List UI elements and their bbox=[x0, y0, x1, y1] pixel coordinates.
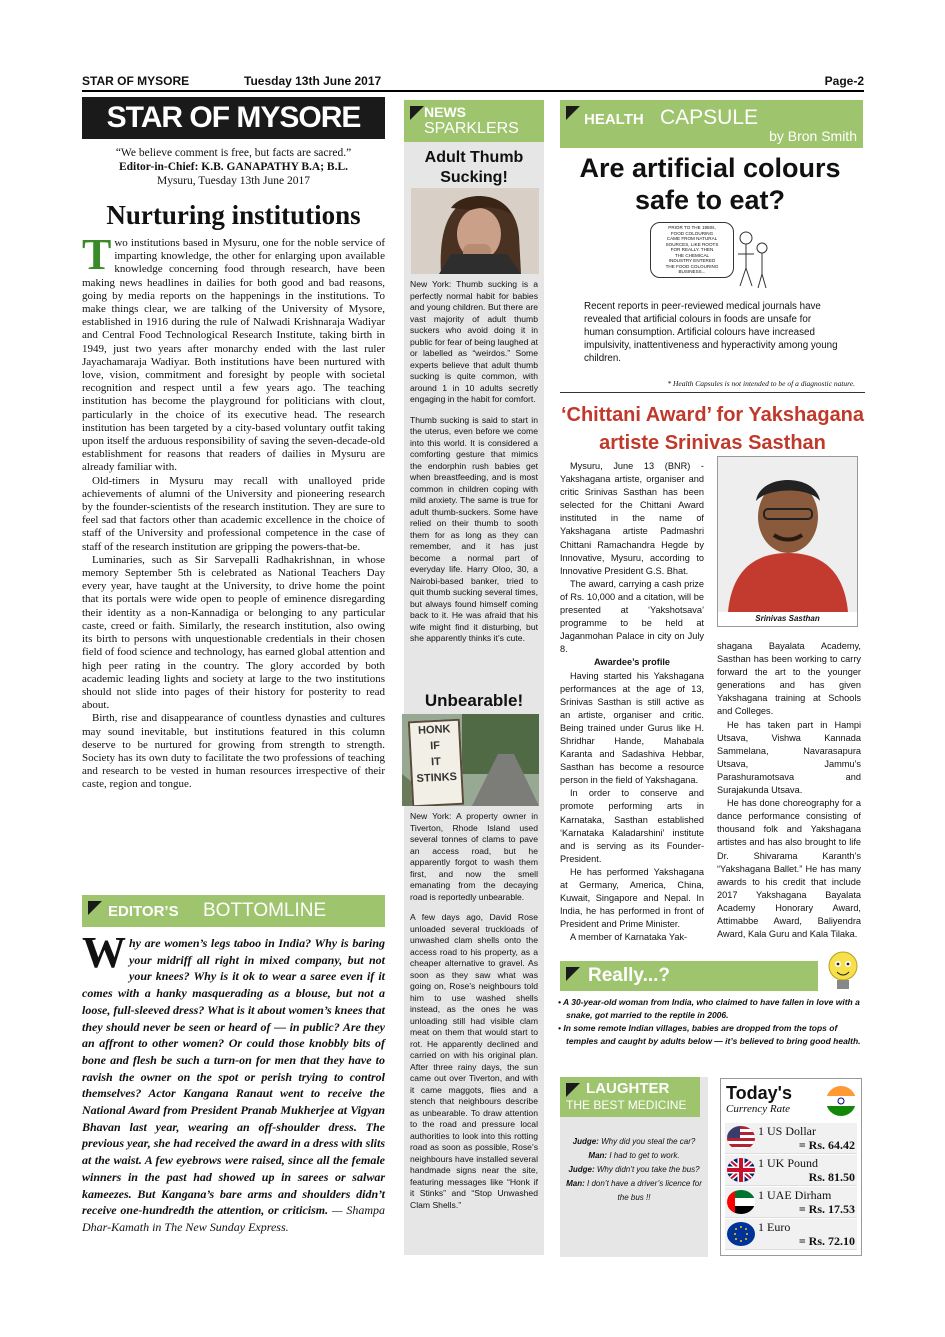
list-item: • A 30-year-old woman from India, who claimed to have fallen in love with a snake, got married to the reptile in 2006. bbox=[558, 997, 860, 1020]
lightbulb-icon bbox=[822, 948, 864, 996]
uae-flag-icon bbox=[727, 1190, 755, 1214]
thumb-story-paragraph: Thumb sucking is said to start in the uterus, even before we come into this world. It is considered a comforting gesture that mimics the endorphin rush babies get when breastfeeding, and is most common in children coping with mild anxiety. The same is true for adult thumb-suckers. Some have relied on their thumb to sooth them for as long as they can remember, and it has just become a normal part of everyday life. Harry Oloo, 30, a Nairobi-based banker, tried to quit thumb sucking several times, but always found himself coming back to it. He was afraid that his wife might find it disturbing, but she apparently thinks it’s cute. bbox=[410, 414, 538, 643]
joke-line bbox=[566, 1177, 702, 1205]
header-date: Tuesday 13th June 2017 bbox=[244, 74, 382, 88]
unbearable-story-paragraph: New York: A property owner in Tiverton, Rhode Island used several tonnes of clams to pave an access road, but he apparently forgot to wash them first, and now the smell emanating from the decaying road is reportedly unbearable. bbox=[410, 811, 538, 902]
awardee-subhead: Awardee’s profile bbox=[593, 657, 671, 668]
chittani-paragraph: He has done choreography for a dance performance consisting of thousand folk and Yakshagana artistes and has also brought to life Dr. Shivarama Karanth’s “Yakshagana Ballet.” He has many awards to his credit that include 2017 Yakshagana Bayalata Academy Honorary Award, Attimabbe Award, Baliyendra Award, Kala Guru and Kala Tilaka. bbox=[717, 798, 861, 940]
editorial-paragraph: wo institutions based in Mysuru, one for the noble service of imparting knowledge, the other for enlarging upon available knowledge concerning food through research, have been making news headlines in dailies for both good and bad reasons, going by media reports on the happenings in the institutions. To make things clear, we are talking of the University of Mysore, established in 1916 during the rule of Nalwadi Krishnaraja Wadiyar and Central Food Technological Research Institute, taking birth in 1949, just two years after monarchy ended with the last ruler Jayachamaraja Wadiyar. Both institutions have been nurtured with love, vision, commitment and foresight by people with societal recognition and respect until a few years ago. The teaching institution has become the playground for politicians with clout, particularly in the choice of its executive head. The research institution has been targeted by a city-based voluntary outfit taking upon itself the arduous responsibility of saving the seven-decade-old establishment for reasons that readers of dailies in Mysuru are already familiar with. bbox=[82, 237, 385, 474]
health-capsule-banner bbox=[560, 100, 863, 148]
editor-line: Editor-in-Chief: K.B. GANAPATHY B.A; B.L. bbox=[118, 161, 349, 173]
currency-title: Today's bbox=[726, 1083, 792, 1103]
chittani-col2 bbox=[717, 640, 861, 941]
joke-speaker: Judge: bbox=[568, 1165, 595, 1174]
portrait-graphic bbox=[718, 457, 857, 612]
divider bbox=[560, 392, 865, 393]
joke-line bbox=[566, 1135, 702, 1149]
editorial-dropcap: T bbox=[82, 230, 112, 279]
header-paper-name: STAR OF MYSORE bbox=[82, 74, 190, 88]
us-flag-icon bbox=[727, 1126, 755, 1150]
thumb-story-paragraph: New York: Thumb sucking is a perfectly normal habit for babies and young children. But there are vast majority of adult thumb suckers who avoid doing it in public for fear of being laughed at or labelled as “weirdos.” Some experts believe that adult thumb sucking is quite common, with around 1 in 10 adults secretly engaging in the habit for comfort. bbox=[410, 279, 538, 404]
india-flag-icon bbox=[825, 1085, 857, 1117]
news-label-b: SPARKLERS bbox=[424, 120, 519, 137]
chittani-paragraph: Having started his Yakshagana performances at the age of 13, Srinivas Sasthan is still active as an artiste, organiser and critic. Being trained under Gurus like H. Shridhar Hande, Mahabala Karanta and Sadashiva Hebbar, Sasthan has become a resource person in the field of Yakshagana. bbox=[560, 670, 704, 786]
cartoon-line: INDUSTRY ENTERED bbox=[668, 258, 716, 263]
laughter-banner bbox=[560, 1077, 700, 1117]
unbearable-story-body bbox=[410, 811, 538, 1220]
thumb-story-body bbox=[410, 279, 538, 654]
sign-line: IF bbox=[429, 739, 441, 753]
thumb-story-title: Adult Thumb Sucking! bbox=[424, 149, 524, 186]
cartoon-line: CAME FROM NATURAL bbox=[666, 236, 718, 241]
chittani-paragraph: shagana Bayalata Academy, Sasthan has been working to carry forward the art to the younger generations and has given Yakshagana training at Schools and Colleges. bbox=[717, 641, 861, 717]
really-item: A 30-year-old woman from India, who claimed to have fallen in love with a snake, got married to the reptile in 2006. bbox=[563, 997, 860, 1020]
rate-value: Rs. 81.50 bbox=[808, 1170, 855, 1184]
bottomline-label-a: EDITOR’S bbox=[108, 903, 179, 920]
rate-name: 1 US Dollar bbox=[758, 1124, 816, 1138]
bottomline-text: hy are women’s legs taboo in India? Why is baring your midriff all right in mixed company, but not your knees? Why is it ok to wear a saree even if it comes with a hanky masquerading as a blouse, but not a loose, full-sleeved dress? What is it about women’s knees that they should never be seen or heard of — in public? Are they an affront to other women? Or could those knobbly bits of bone and flesh be such a turn-on for men that they have to ravish the owner on the spot or perish trying to control themselves? Actor Kangana Ranaut went to receive the National Award from President Pranab Mukherjee at Vigyan Bhavan last year, wearing an off-shoulder dress. The previous year, she had received the award in a dress with slits at the waist. A few eyebrows were raised, since all the female winners in the past had showed up in sarees or salwar kameezes. But Kangana’s bare arms and shoulders didn’t receive one-hundredth the attention, or criticism. bbox=[82, 936, 385, 1218]
health-title: Are artificial colours safe to eat? bbox=[579, 153, 841, 215]
currency-rates-box bbox=[720, 1078, 862, 1256]
masthead-info bbox=[82, 146, 385, 188]
health-disclaimer: * Health Capsules is not intended to be of a diagnostic nature. bbox=[667, 379, 855, 388]
rate-value: = Rs. 72.10 bbox=[798, 1234, 855, 1248]
photo-caption: Srinivas Sasthan bbox=[755, 614, 820, 623]
sign-line: IT bbox=[430, 755, 442, 769]
masthead-logo: STAR OF MYSORE bbox=[82, 97, 385, 139]
thumb-sucking-photo bbox=[411, 188, 539, 274]
chittani-paragraph: The award, carrying a cash prize of Rs. 10,000 and a citation, will be presented at ‘Yakshotsava’ programme to be held at Jaganmohan Palace in city on July 8. bbox=[560, 578, 704, 655]
health-cartoon bbox=[650, 222, 770, 292]
unbearable-story-title: Unbearable! bbox=[424, 691, 524, 710]
banner-triangle-icon bbox=[566, 967, 580, 981]
cartoon-line: PRIOR TO THE 1950s, bbox=[668, 225, 716, 230]
really-list bbox=[558, 996, 864, 1048]
laughter-label-b: THE BEST MEDICINE bbox=[566, 1098, 687, 1112]
dateline: Mysuru, Tuesday 13th June 2017 bbox=[156, 175, 311, 187]
chittani-paragraph: He has taken part in Hampi Utsava, Vishwa Kannada Sammelana, Navarasapura Utsava, Jammu’s Parashuramotsava and Surajakunda Utsava. bbox=[717, 719, 861, 796]
bottomline-credit: — Shampa Dhar-Kamath in The New Sunday Express. bbox=[82, 1203, 385, 1234]
editorial-title: Nurturing institutions bbox=[106, 200, 361, 230]
joke-line bbox=[566, 1149, 702, 1163]
joke-text: Why did you steal the car? bbox=[598, 1137, 696, 1146]
unbearable-story-paragraph: A few days ago, David Rose unloaded several truckloads of unwashed clam shells onto the access road to his property, as a cheaper alternative to gravel. As soon as they saw what was going on, Rose’s neighbours told him to use washed shells instead, as the ones he was unloading still had visible clam meat on them that would start to rot. He apparently declined and carried on with his original plan. After three rainy days, the sun came out over Tiverton, and with it came maggots, flies and a stench that neighbours describe as unbearable. To draw attention to the road and pressure local authorities to look into this rotting road as soon as possible, Rose’s neighbours have installed several handmade signs near the site, featuring messages like “Honk if it Stinks” and “Stop Unwashed Clam Shells.” bbox=[410, 912, 538, 1210]
cartoon-figures-graphic bbox=[734, 228, 770, 290]
honk-sign bbox=[408, 719, 464, 806]
banner-triangle-icon bbox=[88, 901, 102, 915]
rate-value: = Rs. 64.42 bbox=[798, 1138, 855, 1152]
eu-flag-icon bbox=[727, 1222, 755, 1246]
laughter-label-a: LAUGHTER bbox=[586, 1080, 670, 1097]
rate-row-gbp bbox=[725, 1155, 857, 1186]
joke-text: Why didn’t you take the bus? bbox=[594, 1165, 700, 1174]
honk-sign-photo bbox=[402, 714, 539, 806]
really-label: Really...? bbox=[588, 965, 671, 986]
rate-value: = Rs. 17.53 bbox=[798, 1202, 855, 1216]
health-body: Recent reports in peer-reviewed medical journals have revealed that artificial colours in foods are unsafe for human consumption. Artificial colours have increased impulsivity, inattentiveness and hyperactivity among young children. bbox=[584, 301, 838, 364]
editorial-body bbox=[82, 230, 385, 792]
cartoon-line: THE CHEMICAL bbox=[674, 252, 710, 258]
health-label-a: HEALTH bbox=[584, 111, 644, 128]
bottomline-label-b: BOTTOMLINE bbox=[203, 900, 327, 921]
really-item: In some remote Indian villages, babies are dropped from the tops of temples and caught by adults below — it’s believed to bring good health. bbox=[563, 1023, 861, 1046]
joke-speaker: Judge: bbox=[572, 1137, 599, 1146]
chittani-paragraph: A member of Karnataka Yak- bbox=[570, 932, 688, 943]
joke-speaker: Man: bbox=[566, 1179, 585, 1188]
chittani-paragraph: In order to conserve and promote performing arts in Karnataka, Sasthan established ‘Karnataka Kaladarshini’ institute and is serving as its Founder-President. bbox=[560, 788, 704, 864]
srinivas-photo bbox=[717, 456, 858, 627]
chittani-col1 bbox=[560, 460, 704, 944]
rate-row-aed bbox=[725, 1187, 857, 1218]
cartoon-line: FOOD COLOURING bbox=[670, 230, 714, 236]
banner-triangle-icon bbox=[566, 1083, 580, 1097]
editorial-paragraph: Luminaries, such as Sir Sarvepalli Radhakrishnan, in whose memory September 5th is celebrated as National Teachers Day every year, have taught at the University, to drive home the point that its portals were wide open to people of eminence disregarding their identity as a non-Kannadiga or belonging to any particular caste, creed or faith. Similarly, the research institution, also owing its birth to persons with unquestionable credentials in their chosen field of food science and technology, has earned global attention and high peer rating in the country. The glory accorded by both academic leading lights and society at large to the two institutions should not slide into pages of their history for posterity to read about. bbox=[82, 553, 385, 712]
editorial-paragraph: Old-timers in Mysuru may recall with unalloyed pride achievements of alumni of the University and pioneering research by the founder-scientists of the research institution. They are sure to feel sad that factors other than academic excellence in the choice of staff of the University and professional competence in the case of staff of the research institution are gripping the powers-that-be. bbox=[82, 474, 385, 553]
bottomline-dropcap: W bbox=[82, 928, 126, 977]
rate-name: 1 UAE Dirham bbox=[758, 1188, 832, 1202]
joke-text: I don’t have a driver’s licence for the bus !! bbox=[584, 1179, 702, 1202]
cartoon-line: THE FOOD COLOURING bbox=[665, 263, 719, 269]
rate-row-eur bbox=[725, 1219, 857, 1250]
joke-text: I had to get to work. bbox=[607, 1151, 680, 1160]
banner-triangle-icon bbox=[566, 106, 580, 120]
rate-name: 1 UK Pound bbox=[758, 1156, 819, 1170]
cartoon-line: BUSINESS... bbox=[678, 269, 706, 274]
joke-line bbox=[566, 1163, 702, 1177]
motto: “We believe comment is free, but facts are sacred.” bbox=[115, 147, 352, 159]
health-label-b: CAPSULE bbox=[660, 106, 759, 129]
sign-line: HONK bbox=[417, 723, 451, 737]
cartoon-speech-bubble bbox=[650, 222, 734, 278]
laughter-joke bbox=[566, 1135, 702, 1205]
cartoon-line: SOURCES, LIKE ROOTS bbox=[665, 241, 719, 247]
cartoon-line: FOR REALLY. THEN bbox=[670, 247, 714, 252]
really-banner bbox=[560, 961, 818, 991]
header-page-number: Page-2 bbox=[824, 74, 864, 88]
chittani-paragraph: He has performed Yakshagana at Germany, America, China, Kuwait, Singapore and Nepal. In India, he has performed in front of President and Prime Minister. bbox=[560, 866, 704, 930]
editorial-paragraph: Birth, rise and disappearance of countless dynasties and cultures may sound inevitable, but institutions featured in this column deserve to be nurtured for growing from strength to strength. Society has its own duty to facilitate the two professions of teaching and research to be vested in human resources irrespective of their caste, region and tongue. bbox=[82, 712, 385, 791]
page-header bbox=[82, 72, 864, 92]
sign-line: STINKS bbox=[416, 770, 458, 786]
chittani-title: ‘Chittani Award’ for Yakshagana artiste Srinivas Sasthan bbox=[560, 404, 865, 454]
health-byline: by Bron Smith bbox=[769, 128, 857, 144]
joke-speaker: Man: bbox=[588, 1151, 608, 1160]
list-item: • In some remote Indian villages, babies are dropped from the tops of temples and caught by adults below — it’s believed to bring good health. bbox=[558, 1023, 861, 1046]
bottomline-banner bbox=[82, 895, 385, 927]
uk-flag-icon bbox=[727, 1158, 755, 1182]
banner-triangle-icon bbox=[410, 106, 424, 120]
news-label-a: NEWS bbox=[424, 104, 466, 120]
news-sparklers-banner bbox=[404, 100, 544, 142]
bottomline-body bbox=[82, 928, 385, 1236]
chittani-paragraph: Mysuru, June 13 (BNR) - Yakshagana artiste, organiser and critic Srinivas Sasthan has been selected for the Chittani Award instituted in the name of Yakshagana artiste Padmashri Chittani Ramachandra Hegde by Innovative, Mysuru, according to Innovative President G.S. Bhat. bbox=[560, 461, 704, 576]
currency-subtitle: Currency Rate bbox=[726, 1103, 791, 1115]
rate-name: 1 Euro bbox=[758, 1220, 791, 1234]
rate-row-usd bbox=[725, 1123, 857, 1154]
